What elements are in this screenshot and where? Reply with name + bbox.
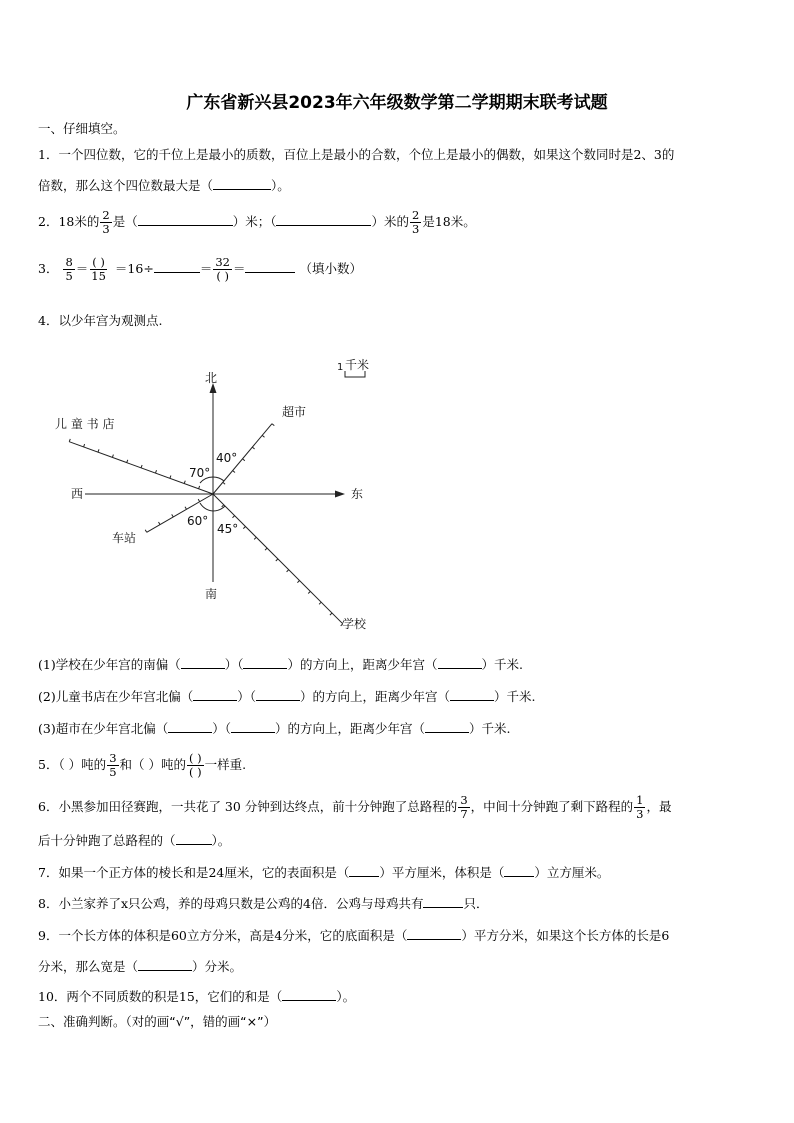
- ray-market-tick: [272, 424, 274, 426]
- ray-station-tick: [145, 530, 147, 533]
- question-4-part-2: [38, 688, 535, 705]
- label-north: 北: [205, 371, 218, 385]
- question-4-text: ）千米.: [469, 721, 511, 736]
- answer-blank[interactable]: [181, 656, 225, 669]
- answer-blank[interactable]: [176, 832, 212, 845]
- answer-blank[interactable]: [213, 177, 271, 190]
- ray-school-tick: [243, 527, 245, 529]
- question-6-text: ，中间十分钟跑了剩下路程的: [470, 799, 634, 814]
- ray-market-tick: [252, 447, 254, 449]
- ray-bookstore-tick: [199, 486, 200, 489]
- fraction: $\frac{32}{( )}$: [215, 255, 230, 283]
- label-school: 学校: [342, 617, 367, 631]
- question-7-text: 7．如果一个正方体的棱长和是24厘米，它的表面积是（: [38, 865, 350, 880]
- question-6-line-1: [38, 794, 672, 821]
- question-8-text: 8．小兰家养了x只公鸡，养的母鸡只数是公鸡的4倍．公鸡与母鸡共有: [38, 896, 424, 911]
- ray-school-tick: [233, 516, 235, 518]
- question-10-text: ）。: [336, 989, 356, 1004]
- question-1-text-end: ）。: [271, 178, 290, 193]
- question-4-text: (3)超市在少年宫北偏（: [38, 721, 169, 736]
- fraction: $\frac{( )}{15}$: [91, 255, 106, 283]
- question-5-text: 和（ ）吨的: [119, 757, 186, 772]
- question-4-text: ）千米.: [481, 657, 523, 672]
- angle-arc-40: [213, 477, 224, 481]
- answer-blank[interactable]: [193, 688, 237, 701]
- question-2-text: 2．18米的: [38, 214, 100, 229]
- answer-blank[interactable]: [243, 656, 287, 669]
- answer-blank[interactable]: [154, 260, 200, 273]
- question-10-text: 10．两个不同质数的积是15，它们的和是（: [38, 989, 283, 1004]
- direction-diagram: [40, 350, 400, 640]
- question-2-text: 是（: [112, 214, 138, 229]
- answer-blank[interactable]: [282, 988, 336, 1001]
- ray-station-tick: [159, 522, 161, 525]
- question-6-line-2: [38, 832, 230, 849]
- answer-blank[interactable]: [450, 688, 494, 701]
- label-west: 西: [71, 487, 84, 501]
- ray-bookstore-tick: [112, 455, 113, 458]
- question-4-text: ）的方向上，距离少年宫（: [287, 657, 438, 672]
- label-bookstore: 儿 童 书 店: [55, 417, 115, 431]
- ray-station-tick: [172, 514, 174, 517]
- question-6-text: ）。: [211, 833, 231, 848]
- question-2-text: ）米的: [371, 214, 409, 229]
- question-6-text: 6．小黑参加田径赛跑，一共花了 30 分钟到达终点，前十分钟跑了总路程的: [38, 799, 458, 814]
- label-angle-45: 45°: [217, 522, 239, 536]
- ray-station-tick: [198, 499, 200, 502]
- question-9-line-1: [38, 927, 669, 944]
- equals: ＝: [232, 261, 246, 276]
- answer-blank[interactable]: [349, 864, 379, 877]
- question-8: [38, 895, 488, 912]
- question-2: [38, 209, 476, 236]
- question-7-text: ）立方厘米。: [534, 865, 610, 880]
- question-8-text: 只．: [463, 896, 489, 911]
- fraction: $\frac{1}{3}$: [636, 793, 644, 821]
- fraction: $\frac{8}{5}$: [65, 255, 73, 283]
- answer-blank[interactable]: [423, 895, 463, 908]
- answer-blank[interactable]: [504, 864, 534, 877]
- question-4-part-1: [38, 656, 523, 673]
- question-2-text: ）米；（: [232, 214, 277, 229]
- question-3-number: 3．: [38, 261, 59, 276]
- question-9-text: 分米，那么宽是（: [38, 959, 139, 974]
- question-3-text: ＝16÷: [114, 261, 154, 276]
- ray-school-tick: [330, 613, 332, 615]
- ray-bookstore-tick: [98, 449, 99, 452]
- label-east: 东: [351, 487, 364, 501]
- angle-arc-60: [200, 503, 213, 511]
- answer-blank[interactable]: [138, 958, 192, 971]
- question-4-text: ）千米.: [494, 689, 536, 704]
- question-6-text: ，最: [646, 799, 672, 814]
- question-7: [38, 864, 609, 881]
- ray-market-tick: [233, 471, 235, 473]
- ray-bookstore-tick: [69, 439, 70, 442]
- fraction: $\frac{2}{3}$: [102, 208, 110, 236]
- angle-arc-45: [213, 506, 225, 511]
- question-4-part-3: [38, 720, 510, 737]
- question-4-text: ）（: [237, 689, 256, 704]
- question-10: [38, 988, 355, 1005]
- question-4-text: (2)儿童书店在少年宫北偏（: [38, 689, 194, 704]
- section-heading-2: 二、准确判断。（对的画“√”，错的画“×”）: [38, 1014, 277, 1029]
- ray-school-tick: [222, 505, 224, 507]
- answer-blank[interactable]: [231, 720, 275, 733]
- question-3: [38, 256, 362, 283]
- answer-blank[interactable]: [438, 656, 482, 669]
- ray-bookstore-tick: [84, 444, 85, 447]
- answer-blank[interactable]: [168, 720, 212, 733]
- question-4-text: ）的方向上，距离少年宫（: [274, 721, 425, 736]
- answer-blank[interactable]: [138, 213, 233, 226]
- question-2-text: 是18米。: [422, 214, 476, 229]
- answer-blank[interactable]: [425, 720, 469, 733]
- section-heading-1: 一、仔细填空。: [38, 121, 126, 136]
- ray-school-tick: [297, 581, 299, 583]
- question-9-text: ）平方分米，如果这个长方体的长是6: [461, 928, 670, 943]
- ray-market-tick: [223, 482, 225, 484]
- question-4-intro: 4．以少年宫为观测点.: [38, 313, 163, 328]
- question-7-text: ）平方厘米，体积是（: [379, 865, 505, 880]
- ray-station-tick: [185, 507, 187, 510]
- question-9-text: ）分米。: [192, 959, 243, 974]
- question-9-line-2: [38, 958, 242, 975]
- question-5-text: 一样重.: [204, 757, 247, 772]
- ray-school-tick: [287, 570, 289, 572]
- question-4-text: (1)学校在少年宫的南偏（: [38, 657, 181, 672]
- label-station: 车站: [112, 531, 137, 545]
- label-angle-60: 60°: [187, 514, 209, 528]
- question-1-line-1: 1．一个四位数，它的千位上是最小的质数，百位上是最小的合数，个位上是最小的偶数，如果这个数同时是2、3的: [38, 147, 675, 162]
- answer-blank[interactable]: [276, 213, 371, 226]
- equals: ＝: [75, 261, 89, 276]
- label-market: 超市: [282, 405, 307, 419]
- fraction: $\frac{3}{7}$: [460, 793, 468, 821]
- scale-number: 1: [337, 362, 344, 373]
- ray-market-tick: [262, 435, 264, 437]
- fraction: $\frac{2}{3}$: [411, 208, 420, 236]
- label-angle-40: 40°: [216, 451, 238, 465]
- question-6-text: 后十分钟跑了总路程的（: [38, 833, 176, 848]
- question-5: [38, 752, 246, 779]
- ray-bookstore-tick: [127, 460, 128, 463]
- ray-school-tick: [254, 537, 256, 539]
- ray-school-tick: [276, 559, 278, 561]
- label-south: 南: [205, 587, 218, 601]
- east-arrow-icon: [335, 491, 345, 498]
- ray-school-tick: [319, 602, 321, 604]
- ray-market-tick: [243, 459, 245, 461]
- question-4-text: ）（: [212, 721, 231, 736]
- ray-bookstore-tick: [170, 476, 171, 479]
- equals: ＝: [199, 261, 213, 276]
- question-1-line-2: [38, 177, 290, 194]
- fraction: $\frac{( )}{( )}$: [189, 751, 202, 779]
- ray-bookstore-tick: [156, 470, 157, 473]
- ray-bookstore-tick: [141, 465, 142, 468]
- question-1-text: 倍数，那么这个四位数最大是（: [38, 178, 214, 193]
- ray-school-tick: [308, 591, 310, 593]
- question-5-text: 5．（ ）吨的: [38, 757, 107, 772]
- fraction: $\frac{3}{5}$: [109, 751, 117, 779]
- question-4-text: ）的方向上，距离少年宫（: [299, 689, 450, 704]
- answer-blank[interactable]: [245, 260, 295, 273]
- page-title: 广东省新兴县2023年六年级数学第二学期期末联考试题: [186, 93, 608, 113]
- question-9-text: 9．一个长方体的体积是60立方分米，高是4分米，它的底面积是（: [38, 928, 408, 943]
- question-3-note: （填小数）: [299, 261, 362, 276]
- answer-blank[interactable]: [407, 927, 461, 940]
- label-angle-70: 70°: [189, 466, 211, 480]
- question-4-text: ）（: [224, 657, 244, 672]
- scale-unit: 千米: [345, 358, 370, 372]
- ray-bookstore-tick: [184, 481, 185, 484]
- answer-blank[interactable]: [256, 688, 300, 701]
- ray-school-tick: [265, 548, 267, 550]
